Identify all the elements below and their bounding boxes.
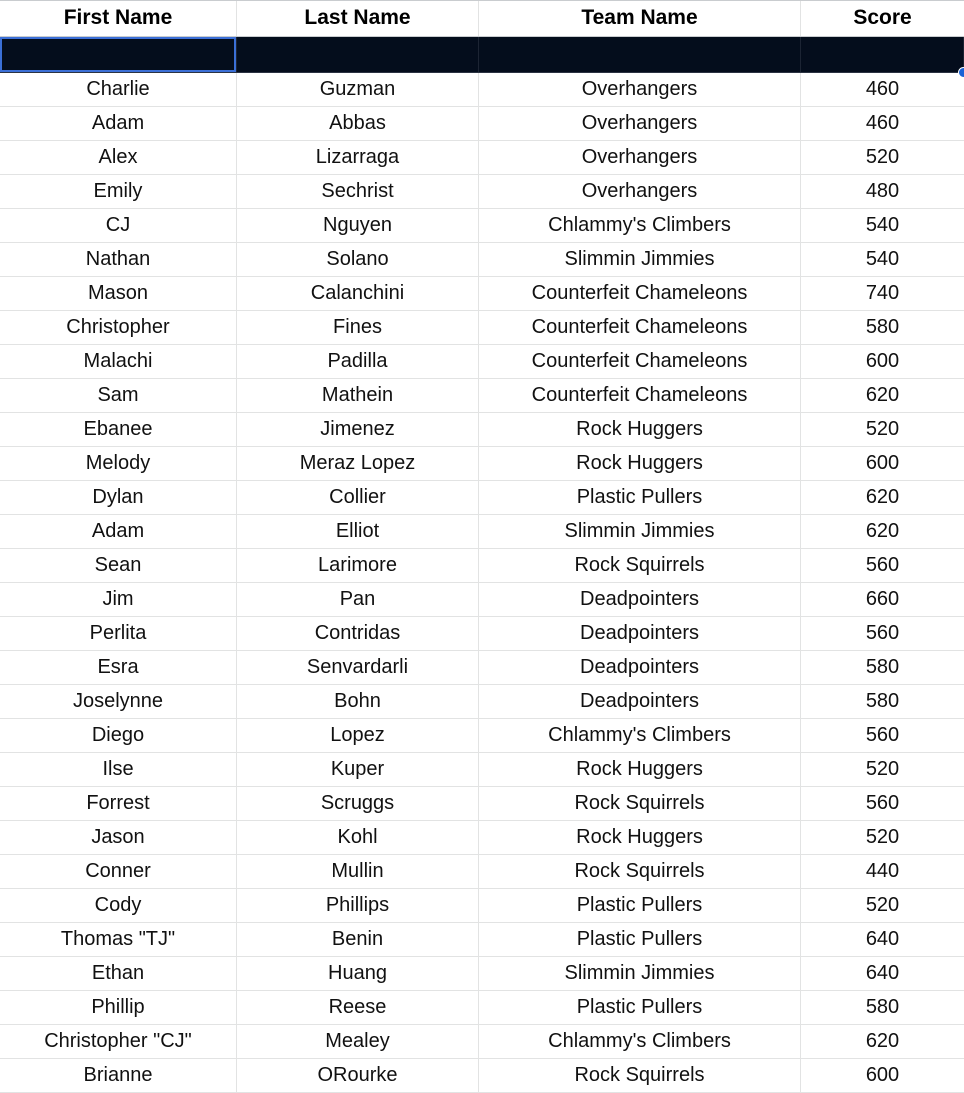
- cell-last-name[interactable]: Bohn: [237, 685, 479, 718]
- cell-score[interactable]: 600: [865, 452, 900, 474]
- grid-top-border: [0, 0, 964, 1]
- cell-last-name[interactable]: Meraz Lopez: [237, 447, 479, 480]
- cell-team-name[interactable]: Rock Huggers: [479, 753, 801, 786]
- cell-last-name[interactable]: Pan: [237, 583, 479, 616]
- cell-team-name[interactable]: Overhangers: [479, 73, 801, 106]
- cell-first-name[interactable]: Jason: [0, 821, 237, 854]
- table-row: [0, 379, 964, 413]
- cell-last-name[interactable]: Lizarraga: [237, 141, 479, 174]
- cell-last-name[interactable]: Abbas: [237, 107, 479, 140]
- table-row: [0, 413, 964, 447]
- cell-team-name[interactable]: Counterfeit Chameleons: [479, 311, 801, 344]
- cell-last-name[interactable]: Mathein: [237, 379, 479, 412]
- cell-last-name[interactable]: Calanchini: [237, 277, 479, 310]
- cell-first-name[interactable]: Jim: [0, 583, 237, 616]
- cell-score[interactable]: 620: [865, 384, 900, 406]
- cell-last-name[interactable]: Nguyen: [237, 209, 479, 242]
- cell-last-name[interactable]: Contridas: [237, 617, 479, 650]
- cell-team-name[interactable]: Plastic Pullers: [479, 923, 801, 956]
- cell-first-name[interactable]: Charlie: [0, 73, 237, 106]
- cell-score[interactable]: 580: [865, 316, 900, 338]
- table-row: [0, 447, 964, 481]
- cell-last-name[interactable]: Kohl: [237, 821, 479, 854]
- header-row: [0, 0, 964, 37]
- cell-first-name[interactable]: Adam: [0, 107, 237, 140]
- cell-first-name[interactable]: Sam: [0, 379, 237, 412]
- cell-score[interactable]: 460: [865, 78, 900, 100]
- cell-score[interactable]: 520: [865, 146, 900, 168]
- cell-team-name[interactable]: Chlammy's Climbers: [479, 209, 801, 242]
- table-row: [0, 175, 964, 209]
- cell-team-name[interactable]: Plastic Pullers: [479, 481, 801, 514]
- cell-score[interactable]: 640: [865, 962, 900, 984]
- cell-last-name[interactable]: Benin: [237, 923, 479, 956]
- table-row: [0, 209, 964, 243]
- table-row: [0, 243, 964, 277]
- cell-score[interactable]: 600: [865, 350, 900, 372]
- cell-score[interactable]: 480: [865, 180, 900, 202]
- cell-team-name[interactable]: Deadpointers: [479, 583, 801, 616]
- cell-first-name[interactable]: Brianne: [0, 1059, 237, 1092]
- cell-first-name[interactable]: Mason: [0, 277, 237, 310]
- table-row: [0, 991, 964, 1025]
- cell-team-name[interactable]: Plastic Pullers: [479, 889, 801, 922]
- cell-score[interactable]: 660: [865, 588, 900, 610]
- data-rows: [0, 73, 964, 1093]
- cell-last-name[interactable]: Huang: [237, 957, 479, 990]
- cell-score[interactable]: 740: [865, 282, 900, 304]
- table-row: [0, 515, 964, 549]
- table-row: [0, 787, 964, 821]
- cell-score[interactable]: 520: [865, 758, 900, 780]
- header-team-name[interactable]: Team Name: [479, 0, 801, 36]
- cell-score[interactable]: 620: [865, 1030, 900, 1052]
- cell-team-name[interactable]: Slimmin Jimmies: [479, 515, 801, 548]
- cell-first-name[interactable]: Perlita: [0, 617, 237, 650]
- cell-score[interactable]: 580: [865, 996, 900, 1018]
- cell-team-name[interactable]: Slimmin Jimmies: [479, 243, 801, 276]
- header-score[interactable]: Score: [853, 6, 912, 29]
- cell-first-name[interactable]: Cody: [0, 889, 237, 922]
- cell-last-name[interactable]: Solano: [237, 243, 479, 276]
- cell-last-name[interactable]: Mullin: [237, 855, 479, 888]
- table-row: [0, 855, 964, 889]
- cell-team-name[interactable]: Rock Huggers: [479, 413, 801, 446]
- cell-score[interactable]: 540: [865, 214, 900, 236]
- table-row: [0, 753, 964, 787]
- cell-first-name[interactable]: Sean: [0, 549, 237, 582]
- table-row: [0, 889, 964, 923]
- cell-last-name[interactable]: Padilla: [237, 345, 479, 378]
- cell-team-name[interactable]: Rock Squirrels: [479, 855, 801, 888]
- cell-first-name[interactable]: Ethan: [0, 957, 237, 990]
- table-row: [0, 73, 964, 107]
- cell-team-name[interactable]: Overhangers: [479, 141, 801, 174]
- empty-cell[interactable]: [237, 37, 479, 72]
- cell-team-name[interactable]: Counterfeit Chameleons: [479, 345, 801, 378]
- cell-first-name[interactable]: Diego: [0, 719, 237, 752]
- cell-first-name[interactable]: Dylan: [0, 481, 237, 514]
- cell-team-name[interactable]: Rock Huggers: [479, 447, 801, 480]
- cell-last-name[interactable]: Jimenez: [237, 413, 479, 446]
- table-row: [0, 141, 964, 175]
- cell-team-name[interactable]: Chlammy's Climbers: [479, 719, 801, 752]
- cell-score[interactable]: 600: [865, 1064, 900, 1086]
- cell-team-name[interactable]: Chlammy's Climbers: [479, 1025, 801, 1058]
- cell-score[interactable]: 520: [865, 894, 900, 916]
- cell-team-name[interactable]: Deadpointers: [479, 651, 801, 684]
- cell-score[interactable]: 580: [865, 690, 900, 712]
- cell-last-name[interactable]: Phillips: [237, 889, 479, 922]
- table-row: [0, 685, 964, 719]
- cell-first-name[interactable]: Phillip: [0, 991, 237, 1024]
- cell-team-name[interactable]: Rock Huggers: [479, 821, 801, 854]
- cell-team-name[interactable]: Overhangers: [479, 107, 801, 140]
- cell-team-name[interactable]: Counterfeit Chameleons: [479, 277, 801, 310]
- cell-first-name[interactable]: Christopher "CJ": [0, 1025, 237, 1058]
- table-row: [0, 957, 964, 991]
- cell-last-name[interactable]: Larimore: [237, 549, 479, 582]
- active-cell[interactable]: [0, 37, 237, 72]
- cell-last-name[interactable]: Scruggs: [237, 787, 479, 820]
- header-first-name[interactable]: First Name: [0, 0, 237, 36]
- cell-last-name[interactable]: Mealey: [237, 1025, 479, 1058]
- cell-last-name[interactable]: Senvardarli: [237, 651, 479, 684]
- cell-team-name[interactable]: Slimmin Jimmies: [479, 957, 801, 990]
- cell-team-name[interactable]: Deadpointers: [479, 685, 801, 718]
- cell-score[interactable]: 560: [865, 554, 900, 576]
- cell-last-name[interactable]: Collier: [237, 481, 479, 514]
- cell-last-name[interactable]: Fines: [237, 311, 479, 344]
- cell-score[interactable]: 520: [865, 826, 900, 848]
- table-row: [0, 651, 964, 685]
- cell-score[interactable]: 460: [865, 112, 900, 134]
- fill-handle[interactable]: [958, 67, 964, 78]
- table-row: [0, 583, 964, 617]
- cell-last-name[interactable]: Guzman: [237, 73, 479, 106]
- table-row: [0, 617, 964, 651]
- table-row: [0, 1025, 964, 1059]
- cell-first-name[interactable]: CJ: [0, 209, 237, 242]
- cell-first-name[interactable]: Emily: [0, 175, 237, 208]
- cell-first-name[interactable]: Melody: [0, 447, 237, 480]
- cell-first-name[interactable]: Ilse: [0, 753, 237, 786]
- cell-last-name[interactable]: ORourke: [237, 1059, 479, 1092]
- cell-first-name[interactable]: Nathan: [0, 243, 237, 276]
- empty-cell[interactable]: [801, 37, 964, 72]
- selected-empty-row[interactable]: [0, 37, 964, 73]
- cell-first-name[interactable]: Malachi: [0, 345, 237, 378]
- cell-score[interactable]: 620: [865, 486, 900, 508]
- cell-first-name[interactable]: Joselynne: [0, 685, 237, 718]
- cell-score[interactable]: 640: [865, 928, 900, 950]
- cell-first-name[interactable]: Conner: [0, 855, 237, 888]
- cell-first-name[interactable]: Ebanee: [0, 413, 237, 446]
- cell-score[interactable]: 540: [865, 248, 900, 270]
- cell-team-name[interactable]: Rock Squirrels: [479, 549, 801, 582]
- cell-last-name[interactable]: Sechrist: [237, 175, 479, 208]
- cell-score[interactable]: 580: [865, 656, 900, 678]
- table-row: [0, 549, 964, 583]
- cell-last-name[interactable]: Elliot: [237, 515, 479, 548]
- cell-first-name[interactable]: Alex: [0, 141, 237, 174]
- cell-score[interactable]: 560: [865, 792, 900, 814]
- cell-score[interactable]: 440: [865, 860, 900, 882]
- table-row: [0, 311, 964, 345]
- empty-cell[interactable]: [479, 37, 801, 72]
- table-row: [0, 107, 964, 141]
- cell-first-name[interactable]: Forrest: [0, 787, 237, 820]
- table-row: [0, 1059, 964, 1093]
- cell-score[interactable]: 520: [865, 418, 900, 440]
- cell-first-name[interactable]: Thomas "TJ": [0, 923, 237, 956]
- table-row: [0, 345, 964, 379]
- cell-team-name[interactable]: Rock Squirrels: [479, 787, 801, 820]
- table-row: [0, 481, 964, 515]
- table-row: [0, 719, 964, 753]
- cell-first-name[interactable]: Christopher: [0, 311, 237, 344]
- cell-score[interactable]: 560: [865, 724, 900, 746]
- header-last-name[interactable]: Last Name: [237, 0, 479, 36]
- cell-team-name[interactable]: Plastic Pullers: [479, 991, 801, 1024]
- table-row: [0, 923, 964, 957]
- cell-first-name[interactable]: Esra: [0, 651, 237, 684]
- cell-team-name[interactable]: Overhangers: [479, 175, 801, 208]
- table-row: [0, 277, 964, 311]
- cell-last-name[interactable]: Lopez: [237, 719, 479, 752]
- cell-score[interactable]: 620: [865, 520, 900, 542]
- table-row: [0, 821, 964, 855]
- cell-last-name[interactable]: Kuper: [237, 753, 479, 786]
- cell-team-name[interactable]: Counterfeit Chameleons: [479, 379, 801, 412]
- cell-score[interactable]: 560: [865, 622, 900, 644]
- cell-team-name[interactable]: Deadpointers: [479, 617, 801, 650]
- cell-first-name[interactable]: Adam: [0, 515, 237, 548]
- cell-team-name[interactable]: Rock Squirrels: [479, 1059, 801, 1092]
- cell-last-name[interactable]: Reese: [237, 991, 479, 1024]
